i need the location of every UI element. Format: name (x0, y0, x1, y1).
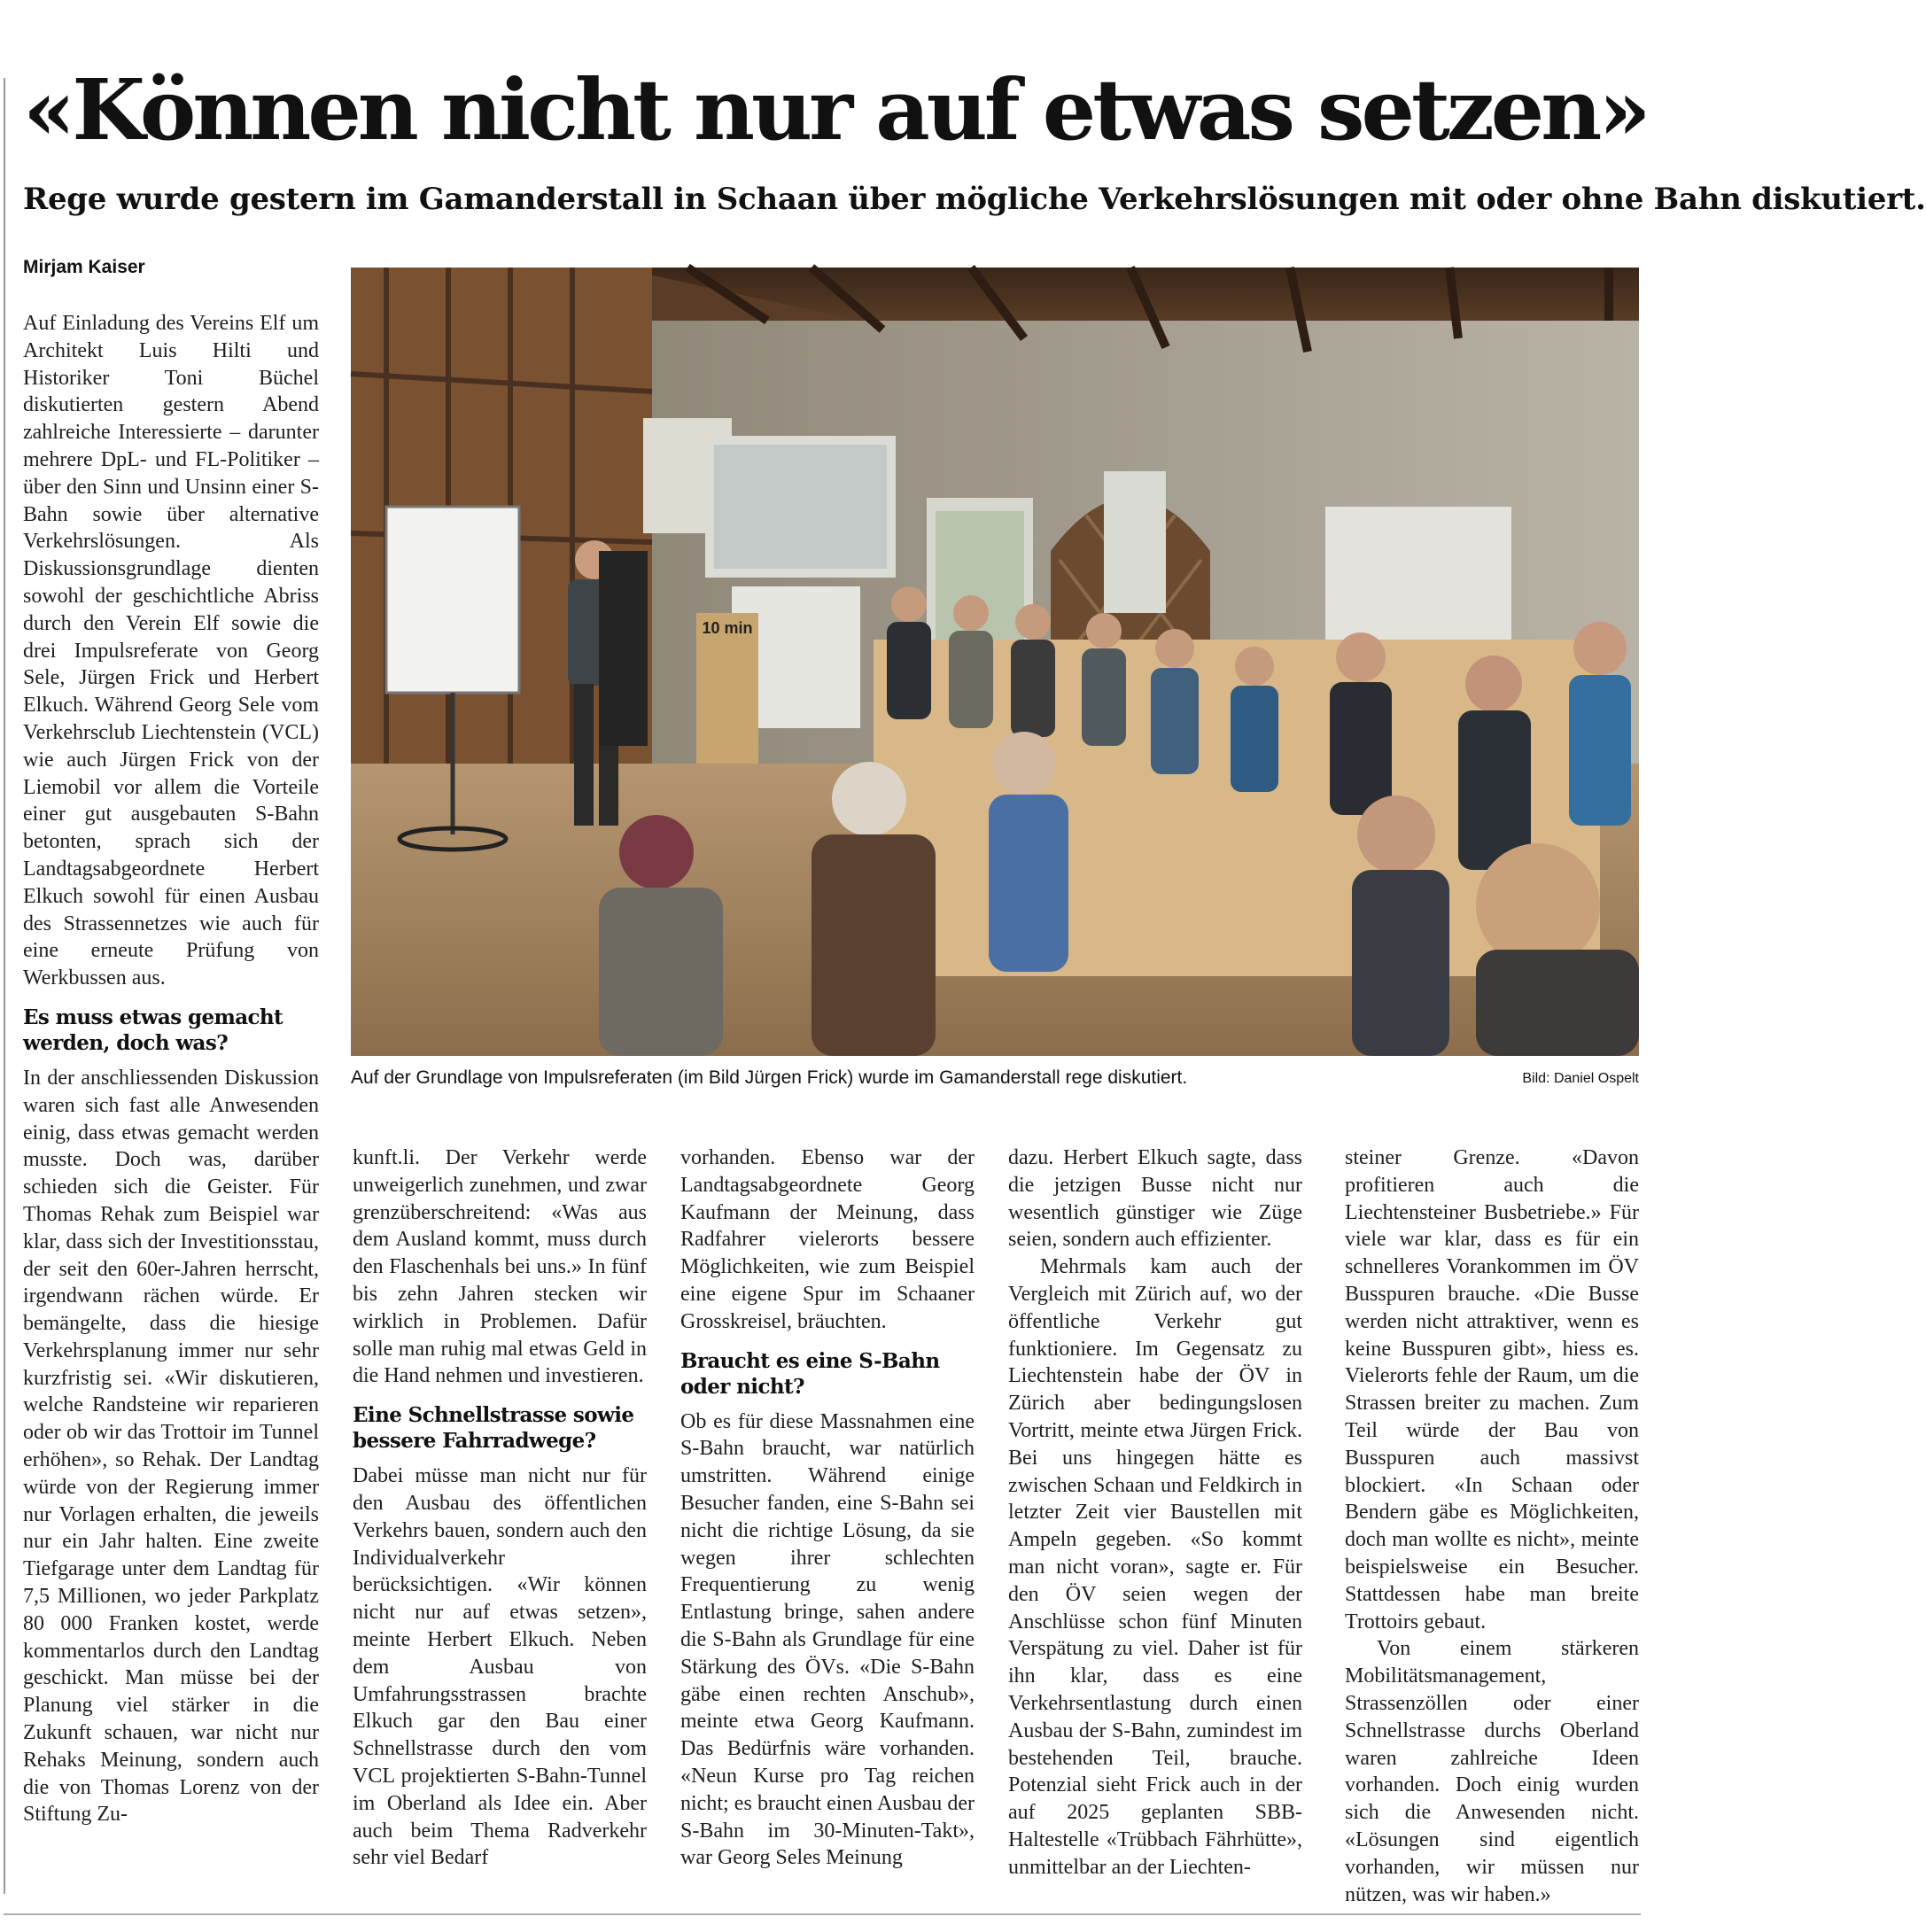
left-column-rule (4, 78, 5, 1894)
paragraph: vorhanden. Ebenso war der Landtagsabgeordnete Georg Kaufmann der Meinung, dass Radfahrer vielerorts bessere Möglichkeiten, wie zum Beispiel eine eigene Spur im Schaaner Grosskreisel, bräuchten. (680, 1146, 975, 1333)
paragraph: Ob es für diese Massnahmen eine S-Bahn braucht, war natürlich umstritten. Während einige Besucher fanden, eine S-Bahn sei nicht die richtige Lösung, da sie wegen ihrer schlechten Frequentierung zu wenig Entlastung bringe, sahen andere die S-Bahn als Grundlage für eine Stärkung des ÖVs. «Die S-Bahn gäbe einen rechten Anschub», meinte etwa Georg Kaufmann. Das Bedürfnis wäre vorhanden. «Neun Kurse pro Tag reichen nicht; es braucht einen Ausbau der S-Bahn im 30-Minuten-Takt», war Georg Seles Meinung (680, 1409, 975, 1870)
photo-caption: Auf der Grundlage von Impulsreferaten (im Bild Jürgen Frick) wurde im Gamanderstall rege diskutiert. (351, 1067, 1188, 1088)
article-column-2 (353, 1144, 647, 1872)
byline: Mirjam Kaiser (23, 257, 145, 277)
paragraph: dazu. Herbert Elkuch sagte, dass die jetzigen Busse nicht nur wesentlich günstiger wie Züge seien, sondern auch effizienter. (1008, 1146, 1302, 1252)
subheading: Eine Schnellstrasse sowie bessere Fahrradwege? (353, 1403, 634, 1454)
paragraph: steiner Grenze. «Davon profitieren auch die Liechtensteiner Busbetriebe.» Für viele war klar, dass es für ein schnelleres Vorankommen im ÖV Busspuren brauche. «Die Busse werden nicht attraktiver, wenn es keine Busspuren gibt», hiess es. Vielerorts fehle der Raum, um die Strassen breiter zu machen. Zum Teil würde der Bau von Busspuren auch massivst blockiert. «In Schaan oder Bendern gäbe es Möglichkeiten, doch man wollte es nicht», meinte beispielsweise ein Besucher. Stattdessen habe man breite Trottoirs gebaut. (1345, 1146, 1639, 1633)
article-photo (351, 268, 1639, 1056)
photo-credit: Bild: Daniel Ospelt (1522, 1071, 1639, 1086)
paragraph: Dabei müsse man nicht nur für den Ausbau des öffentlichen Verkehrs bauen, sondern auch den Individualverkehr berücksichtigen. «Wir können nicht nur auf etwas setzen», meinte Herbert Elkuch. Neben dem Ausbau von Umfahrungsstrassen brachte Elkuch gar den Bau einer Schnellstrasse durch den vom VCL projektierten S-Bahn-Tunnel im Oberland als Idee ein. Aber auch beim Thema Radverkehr sehr viel Bedarf (353, 1464, 647, 1870)
article-column-4 (1008, 1144, 1302, 1882)
paragraph: In der anschliessenden Diskussion waren sich fast alle Anwesenden einig, dass etwas gemacht werden musste. Doch was, darüber schieden sich die Geister. Für Thomas Rehak zum Beispiel war klar, dass sich der Investitionsstau, der seit den 60er-Jahren herrscht, irgendwann rächen würde. Er bemängelte, dass die hiesige Verkehrsplanung immer nur sehr kurzfristig sei. «Wir diskutieren, welche Randsteine wir reparieren oder ob wir das Trottoir im Tunnel erhöhen», so Rehak. Der Landtag würde von der Regierung immer nur Vorlagen erhalten, die jeweils nur ein Jahr halten. Eine zweite Tiefgarage unter dem Landtag für 7,5 Millionen, wo jeder Parkplatz 80 000 Franken kostet, werde kommentarlos durch den Landtag geschickt. Man müsse bei der Planung viel stärker in die Zukunft schauen, war nicht nur Rehaks Meinung, sondern auch die von Thomas Lorenz von der Stiftung Zu- (23, 1066, 319, 1827)
subheading: Es muss etwas gemacht werden, doch was? (23, 1005, 283, 1055)
article-column-1 (23, 310, 319, 1828)
paragraph: Auf Einladung des Vereins Elf um Architekt Luis Hilti und Historiker Toni Büchel diskutierten gestern Abend zahlreiche Interessierte – darunter mehrere DpL- und FL-Politiker – über den Sinn und Unsinn einer S-Bahn sowie über alternative Verkehrslösungen. Als Diskussionsgrundlage dienten sowohl der geschichtliche Abriss durch den Verein Elf sowie die drei Impulsreferate von Georg Sele, Jürgen Frick und Herbert Elkuch. Während Georg Sele vom Verkehrsclub Liechtenstein (VCL) wie auch Jürgen Frick von der Liemobil vor allem die Vorteile einer gut ausgebauten S-Bahn betonten, sprach sich der Landtagsabgeordnete Herbert Elkuch sowohl für einen Ausbau des Strassennetzes wie auch für eine erneute Prüfung von Werkbussen aus. (23, 312, 319, 990)
paragraph: kunft.li. Der Verkehr werde unweigerlich zunehmen, und zwar grenzüberschreitend: «Was aus dem Ausland kommt, muss durch den Flaschenhals bei uns.» In fünf bis zehn Jahren stecken wir wirklich in Problemen. Dafür solle man ruhig mal etwas Geld in die Hand nehmen und investieren. (353, 1146, 647, 1388)
subheading: Braucht es eine S-Bahn oder nicht? (680, 1348, 940, 1399)
headline: «Können nicht nur auf etwas setzen» (23, 61, 1648, 159)
article-column-3 (680, 1144, 975, 1872)
photo-sign-text: 10 min (702, 619, 753, 637)
article-column-5 (1345, 1144, 1639, 1908)
bottom-rule (4, 1913, 1641, 1915)
paragraph: Von einem stärkeren Mobilitätsmanagement, Strassenzöllen oder einer Schnellstrasse durchs Oberland waren zahlreiche Ideen vorhanden. Doch einig wurden sich die Anwesenden nicht. «Lösungen sind eigentlich vorhanden, wir müssen nur nützen, was wir haben.» (1345, 1637, 1639, 1906)
paragraph: Mehrmals kam auch der Vergleich mit Zürich auf, wo der öffentliche Verkehr gut funktioniere. Im Gegensatz zu Liechtenstein habe der ÖV in Zürich aber bedingungslosen Vortritt, meinte etwa Jürgen Frick. Bei uns hingegen hätte es zwischen Schaan und Feldkirch in letzter Zeit vier Baustellen mit Ampeln gegeben. «So kommt man nicht voran», sagte er. Für den ÖV seien wegen der Anschlüsse schon fünf Minuten Verspätung zu viel. Daher ist für ihn klar, dass es eine Verkehrsentlastung durch einen Ausbau der S-Bahn, zumindest im bestehenden Teil, brauche. Potenzial sieht Frick auch in der auf 2025 geplanten SBB-Haltestelle «Trübbach Fährhütte», unmittelbar an der Liechten- (1008, 1255, 1302, 1879)
subheadline: Rege wurde gestern im Gamanderstall in Schaan über mögliche Verkehrslösungen mit oder ohne Bahn diskutiert. (23, 182, 1926, 217)
